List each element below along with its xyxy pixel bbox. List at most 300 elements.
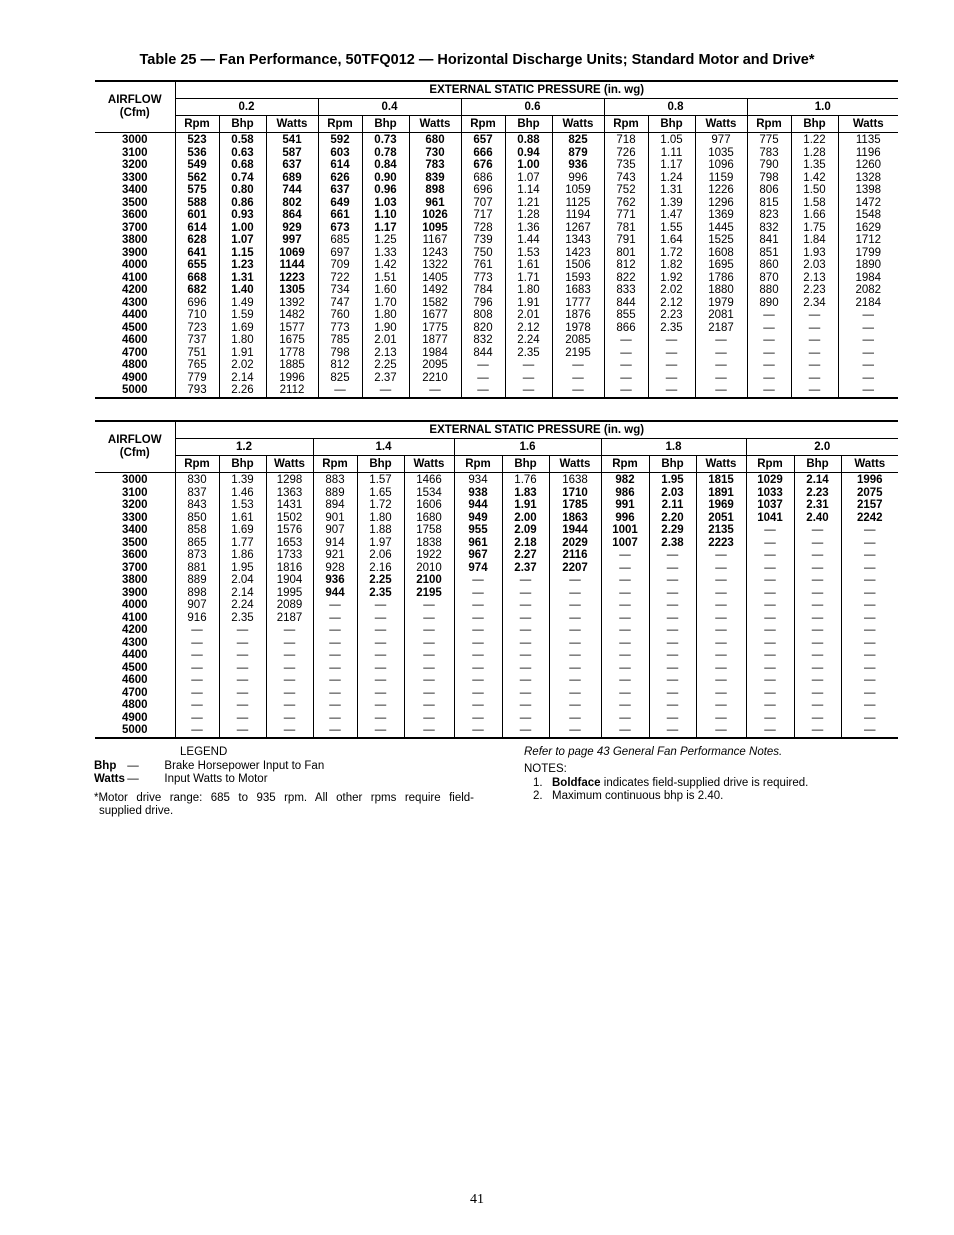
bhp-cell: 2.18 [502,537,549,550]
airflow-cell: 4500 [121,321,148,334]
watts-cell: 2223 [696,537,746,550]
legend-item [94,760,474,773]
airflow-cell: 4900 [121,371,148,384]
bhp-cell: — [502,574,549,587]
rpm-cell: — [175,637,219,650]
rpm-cell: — [747,322,791,335]
watts-cell: 1226 [695,184,747,197]
table-row [95,487,898,500]
watts-cell: — [549,712,601,725]
watts-cell: — [696,562,746,575]
watts-cell: — [838,322,898,335]
watts-cell: 1196 [838,147,898,160]
bhp-cell: — [648,372,695,385]
bhp-cell: 1.80 [505,284,552,297]
watts-cell: — [549,574,601,587]
rpm-cell: 843 [175,499,219,512]
rpm-cell: — [746,712,794,725]
rpm-cell: 784 [461,284,505,297]
note-item [524,790,904,803]
column-label-row [95,116,898,133]
bhp-cell: 0.84 [362,159,409,172]
rpm-cell: — [746,687,794,700]
watts-cell: 1260 [838,159,898,172]
airflow-cell: 4700 [121,346,148,359]
rpm-cell: 820 [461,322,505,335]
bhp-cell: — [791,334,838,347]
bhp-cell: — [219,712,266,725]
watts-cell: 1677 [409,309,461,322]
bhp-cell: 2.38 [649,537,696,550]
column-label: Rpm [175,456,219,473]
watts-cell: 587 [266,147,318,160]
airflow-cell: 4400 [121,649,148,661]
watts-cell: 2095 [409,359,461,372]
bhp-cell: 0.96 [362,184,409,197]
airflow-header [95,81,175,133]
table-1-body [95,133,898,398]
bhp-cell: 0.80 [219,184,266,197]
airflow-cell: 4100 [121,611,148,624]
rpm-cell: — [313,687,357,700]
watts-cell: — [266,724,313,738]
bhp-cell: — [649,574,696,587]
column-label: Rpm [747,116,791,133]
bhp-cell: — [502,624,549,637]
watts-cell: 1343 [552,234,604,247]
watts-cell: 802 [266,197,318,210]
airflow-cell: 5000 [95,384,175,398]
watts-cell: 2082 [838,284,898,297]
rpm-cell: — [604,359,648,372]
bhp-cell: — [502,674,549,687]
watts-cell: 1267 [552,222,604,235]
watts-cell: 1683 [552,284,604,297]
table-row [95,699,898,712]
watts-cell: 680 [409,133,461,147]
watts-cell: 936 [552,159,604,172]
bhp-cell: 1.39 [219,473,266,487]
airflow-cell: 3700 [121,561,148,574]
rpm-cell: 832 [461,334,505,347]
bhp-cell: 1.91 [502,499,549,512]
rpm-cell: 938 [454,487,502,500]
watts-cell: — [838,347,898,360]
watts-cell: — [696,687,746,700]
watts-cell: — [696,549,746,562]
rpm-cell: 796 [461,297,505,310]
rpm-cell: 822 [604,272,648,285]
bhp-cell: — [357,712,404,725]
rpm-cell: — [746,637,794,650]
bhp-cell: 1.28 [505,209,552,222]
watts-cell: 1095 [409,222,461,235]
watts-cell: — [404,724,454,738]
bhp-cell: 2.24 [505,334,552,347]
rpm-cell: 823 [747,209,791,222]
watts-cell: 1135 [838,133,898,147]
rpm-cell: 773 [461,272,505,285]
rpm-cell: — [601,649,649,662]
bhp-cell: — [794,574,841,587]
rpm-cell: — [601,674,649,687]
column-label: Rpm [454,456,502,473]
watts-cell: — [552,372,604,385]
legend-heading: LEGEND [180,746,228,758]
watts-cell: — [549,662,601,675]
rpm-cell: 751 [175,347,219,360]
rpm-cell: 798 [747,172,791,185]
table-row [95,259,898,272]
bhp-cell: 1.00 [505,159,552,172]
airflow-cell: 3600 [121,209,148,221]
table-row [95,247,898,260]
watts-cell: 1392 [266,297,318,310]
watts-cell: 1710 [549,487,601,500]
watts-cell: 1733 [266,549,313,562]
watts-cell: 1876 [552,309,604,322]
rpm-cell: 967 [454,549,502,562]
rpm-cell: — [175,624,219,637]
column-label: Bhp [505,116,552,133]
bhp-cell: 0.88 [505,133,552,147]
legend-description: Input Watts to Motor [164,773,268,785]
rpm-cell: — [746,574,794,587]
watts-cell: — [841,662,898,675]
watts-cell: 1606 [404,499,454,512]
bhp-cell: — [649,612,696,625]
watts-cell: — [841,524,898,537]
rpm-cell: — [601,724,649,738]
bhp-cell: 1.84 [791,234,838,247]
bhp-cell: 2.14 [219,587,266,600]
column-label: Bhp [648,116,695,133]
bhp-cell: 1.80 [362,309,409,322]
bhp-cell: 1.80 [219,334,266,347]
rpm-cell: — [746,537,794,550]
bhp-cell: 2.37 [362,372,409,385]
column-label: Watts [549,456,601,473]
watts-cell: — [696,699,746,712]
rpm-cell: 880 [747,284,791,297]
watts-cell: — [696,574,746,587]
bhp-cell: 1.69 [219,524,266,537]
watts-cell: 2210 [409,372,461,385]
rpm-cell: — [461,384,505,398]
rpm-cell: — [604,372,648,385]
bhp-cell: — [794,537,841,550]
watts-cell: 1816 [266,562,313,575]
bhp-cell: 2.01 [362,334,409,347]
table-row [95,347,898,360]
rpm-cell: — [604,384,648,398]
watts-cell: — [696,612,746,625]
watts-cell: 1758 [404,524,454,537]
table-row [95,537,898,550]
bhp-cell: 1.14 [505,184,552,197]
rpm-cell: 1037 [746,499,794,512]
bhp-cell: — [219,724,266,738]
bhp-cell: 1.23 [219,259,266,272]
watts-cell: — [841,699,898,712]
watts-cell: 2242 [841,512,898,525]
column-label: Watts [409,116,461,133]
watts-cell: 1695 [695,259,747,272]
bhp-cell: — [502,724,549,738]
bhp-cell: 2.37 [502,562,549,575]
bhp-cell: 1.71 [505,272,552,285]
rpm-cell: — [747,347,791,360]
watts-cell: — [696,649,746,662]
rpm-cell: — [601,587,649,600]
watts-cell: 1026 [409,209,461,222]
table-row [95,133,898,147]
table-row [95,587,898,600]
rpm-cell: — [746,662,794,675]
bhp-cell: 1.40 [219,284,266,297]
watts-cell: 2135 [696,524,746,537]
rpm-cell: 928 [313,562,357,575]
rpm-cell: 668 [175,272,219,285]
bhp-cell: — [219,637,266,650]
watts-cell: 1838 [404,537,454,550]
bhp-cell: 1.46 [219,487,266,500]
watts-cell: 1904 [266,574,313,587]
rpm-cell: 682 [175,284,219,297]
airflow-cell: 4500 [121,661,148,674]
bhp-cell: — [649,712,696,725]
bhp-cell: 1.33 [362,247,409,260]
column-label: Rpm [318,116,362,133]
bhp-cell: — [794,649,841,662]
table-row [95,309,898,322]
bhp-cell: — [357,637,404,650]
rpm-cell: 575 [175,184,219,197]
watts-cell: — [841,549,898,562]
pressure-header: 1.2 [175,439,313,456]
watts-cell: — [404,649,454,662]
watts-cell: 2112 [266,384,318,398]
bhp-cell: — [794,674,841,687]
notes-reference: Refer to page 43 General Fan Performance Notes. [524,746,783,758]
bhp-cell: — [794,599,841,612]
bhp-cell: 1.76 [502,473,549,487]
rpm-cell: 955 [454,524,502,537]
bhp-cell: 1.75 [791,222,838,235]
rpm-cell: — [313,674,357,687]
rpm-cell: 830 [175,473,219,487]
rpm-cell: — [313,712,357,725]
airflow-cell: 3500 [121,536,148,549]
rpm-cell: — [175,662,219,675]
watts-cell: 1785 [549,499,601,512]
table-row [95,637,898,650]
watts-cell: 744 [266,184,318,197]
bhp-cell: — [502,649,549,662]
bhp-cell: 1.50 [791,184,838,197]
rpm-cell: 743 [604,172,648,185]
rpm-cell: 858 [175,524,219,537]
watts-cell: 689 [266,172,318,185]
watts-cell: 1502 [266,512,313,525]
watts-cell: 1593 [552,272,604,285]
bhp-cell: — [505,359,552,372]
watts-cell: — [404,712,454,725]
bhp-cell: 2.27 [502,549,549,562]
rpm-cell: 921 [313,549,357,562]
rpm-cell: — [601,637,649,650]
bhp-cell: 2.16 [357,562,404,575]
bhp-cell: 2.00 [502,512,549,525]
bhp-cell: — [357,674,404,687]
bhp-cell: 2.34 [791,297,838,310]
watts-cell: — [404,662,454,675]
airflow-cell: 3200 [121,159,148,171]
rpm-cell: — [601,624,649,637]
pressure-header: 1.4 [313,439,454,456]
rpm-cell: — [601,699,649,712]
rpm-cell: 982 [601,473,649,487]
watts-cell: 1890 [838,259,898,272]
watts-cell: 1243 [409,247,461,260]
bhp-cell: 1.25 [362,234,409,247]
bhp-cell: 1.47 [648,209,695,222]
fan-performance-table-1 [95,80,898,399]
bhp-cell: 0.73 [362,133,409,147]
bhp-cell: — [357,687,404,700]
rpm-cell: 865 [175,537,219,550]
rpm-cell: 655 [175,259,219,272]
airflow-label: AIRFLOW [107,434,162,446]
watts-cell: — [404,674,454,687]
pressure-header: 1.0 [747,99,898,116]
bhp-cell: 1.42 [791,172,838,185]
bhp-cell: — [794,724,841,738]
airflow-cell: 4600 [121,334,148,346]
rpm-cell: 974 [454,562,502,575]
column-label: Bhp [649,456,696,473]
watts-cell: 1777 [552,297,604,310]
rpm-cell: — [454,574,502,587]
column-label: Bhp [219,456,266,473]
pressure-header: 2.0 [746,439,898,456]
fan-performance-table-2 [95,420,898,739]
bhp-cell: — [794,687,841,700]
watts-cell: 1369 [695,209,747,222]
column-label: Watts [695,116,747,133]
bhp-cell: 1.92 [648,272,695,285]
rpm-cell: — [313,699,357,712]
watts-cell: 1775 [409,322,461,335]
airflow-cell: 4600 [121,674,148,686]
airflow-cell: 4800 [121,699,148,711]
bhp-cell: 2.12 [505,322,552,335]
rpm-cell: 894 [313,499,357,512]
bhp-cell: 1.83 [502,487,549,500]
bhp-cell: — [649,724,696,738]
watts-cell: 1582 [409,297,461,310]
bhp-cell: — [794,624,841,637]
rpm-cell: 666 [461,147,505,160]
table-row [95,284,898,297]
watts-cell: 1296 [695,197,747,210]
watts-cell: — [838,359,898,372]
bhp-cell: 2.29 [649,524,696,537]
rpm-cell: — [746,562,794,575]
bhp-cell: 1.91 [505,297,552,310]
esp-header: EXTERNAL STATIC PRESSURE (in. wg) [175,421,898,439]
watts-cell: — [696,712,746,725]
airflow-cell: 4300 [121,636,148,649]
rpm-cell: 1001 [601,524,649,537]
bhp-cell: — [502,662,549,675]
bhp-cell: 2.01 [505,309,552,322]
watts-cell: — [696,724,746,738]
rpm-cell: 728 [461,222,505,235]
watts-cell: — [266,624,313,637]
watts-cell: 1815 [696,473,746,487]
bhp-cell: 1.91 [219,347,266,360]
airflow-cell: 4000 [121,599,148,611]
table-row [95,649,898,662]
watts-cell: 1506 [552,259,604,272]
table-row [95,209,898,222]
bhp-cell: — [648,334,695,347]
bhp-cell: 0.94 [505,147,552,160]
watts-cell: — [266,674,313,687]
bhp-cell: — [791,309,838,322]
watts-cell: — [696,674,746,687]
rpm-cell: — [175,674,219,687]
column-label-row [95,456,898,473]
rpm-cell: 991 [601,499,649,512]
watts-cell: 1653 [266,537,313,550]
watts-cell: 1472 [838,197,898,210]
rpm-cell: — [454,624,502,637]
watts-cell: 2195 [404,587,454,600]
bhp-cell: 1.24 [648,172,695,185]
table-row [95,562,898,575]
rpm-cell: — [454,637,502,650]
pressure-header: 1.6 [454,439,601,456]
watts-cell: — [266,662,313,675]
watts-cell: 1405 [409,272,461,285]
bhp-cell: 2.25 [362,359,409,372]
watts-cell: 783 [409,159,461,172]
rpm-cell: 588 [175,197,219,210]
note-text: indicates field-supplied drive is required. [600,777,809,789]
rpm-cell: 851 [747,247,791,260]
rpm-cell: 936 [313,574,357,587]
rpm-cell: — [747,372,791,385]
watts-cell: 2184 [838,297,898,310]
watts-cell: 1534 [404,487,454,500]
bhp-cell: 1.61 [505,259,552,272]
bhp-cell: 1.07 [505,172,552,185]
watts-cell: — [266,712,313,725]
bhp-cell: — [505,372,552,385]
rpm-cell: — [313,637,357,650]
pressure-header: 0.8 [604,99,747,116]
column-label: Rpm [313,456,357,473]
watts-cell: — [838,334,898,347]
bhp-cell: 2.02 [648,284,695,297]
column-label: Rpm [746,456,794,473]
legend-item [94,773,474,786]
table-row [95,222,898,235]
watts-cell: — [841,649,898,662]
table-row [95,473,898,487]
